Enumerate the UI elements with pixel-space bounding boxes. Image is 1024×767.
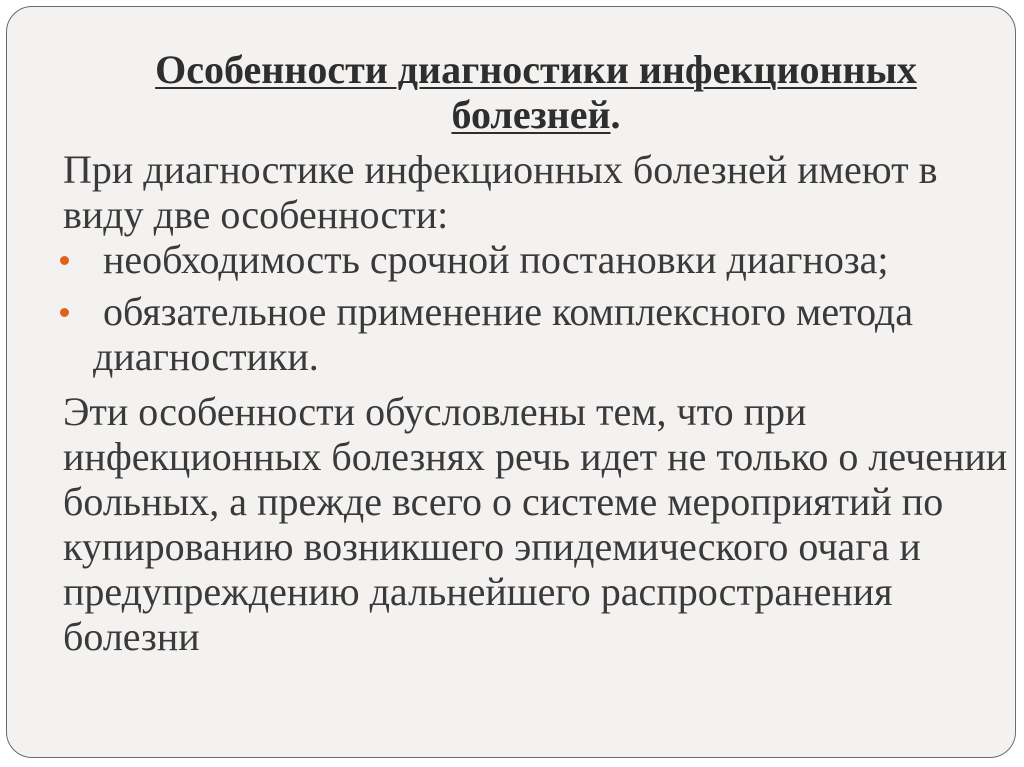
- explanation-paragraph: Эти особенности обусловлены тем, что при инфекционных болезнях речь идет не только о лечении больных, а прежде всего о системе мероприятий по купированию возникшего эпидемического очага и предупреждению дальнейшего распространения болезни: [63, 389, 1008, 659]
- bullet-item: [63, 289, 1013, 379]
- bullet-text: необходимость срочной постановки диагноза;: [103, 237, 889, 282]
- slide-frame: [6, 6, 1016, 758]
- slide-title: [67, 47, 1005, 137]
- bullet-item: [63, 237, 1013, 282]
- slide-title-period: .: [610, 92, 621, 137]
- bullet-dot-icon: [60, 308, 69, 317]
- bullet-list: [63, 237, 1013, 386]
- bullet-dot-icon: [60, 256, 69, 265]
- slide-title-underlined: Особенности диагностики инфекционных болезней: [155, 47, 917, 137]
- intro-paragraph: При диагностике инфекционных болезней имеют в виду две особенности:: [63, 147, 938, 237]
- bullet-text: обязательное применение комплексного метода диагностики.: [93, 289, 914, 379]
